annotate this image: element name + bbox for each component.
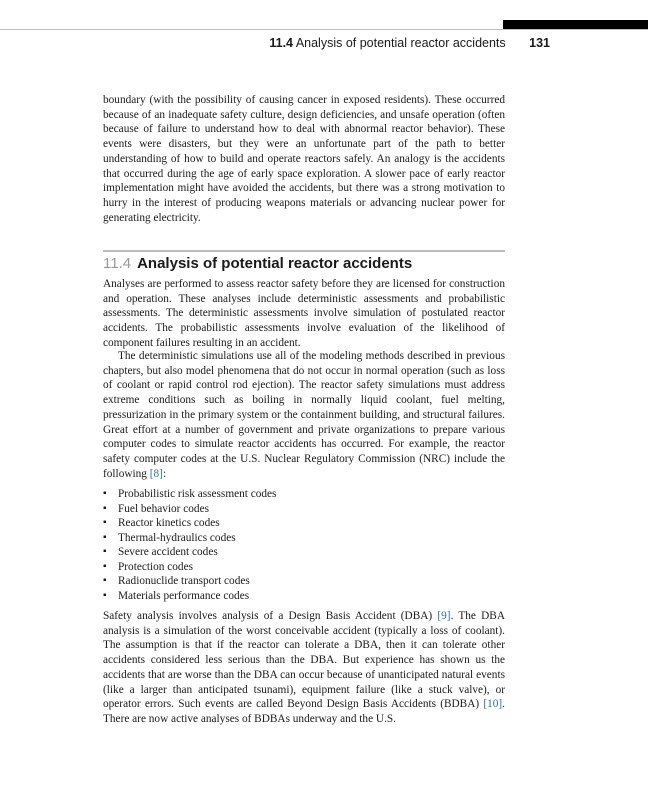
section-heading-number: 11.4 xyxy=(103,255,132,272)
intro-paragraph: boundary (with the possibility of causing cancer in exposed residents). These occurred because of an inadequate safety culture, design deficiencies, and unsafe operation (often because of failure to understand how to deal with abnormal reactor behavior). These events were disasters, but they were an unfortunate part of the path to better understanding of how to build and operate reactors safely. An analogy is the accidents that occurred during the age of early space exploration. A slower pace of early reactor implementation might have avoided the accidents, but there was a strong motivation to hurry in the interest of producing weapons materials or advancing nuclear power for generating electricity. xyxy=(103,94,505,224)
list-item: ▪ Protection codes xyxy=(103,560,505,575)
header-rule xyxy=(0,29,648,30)
running-head-title: Analysis of potential reactor accidents xyxy=(295,36,506,50)
list-item: ▪ Probabilistic risk assessment codes xyxy=(103,487,505,502)
section-rule xyxy=(103,250,505,252)
list-item: ▪ Reactor kinetics codes xyxy=(103,516,505,531)
paragraph-analyses: Analyses are performed to assess reactor safety before they are licensed for construction and operation. These analyses include deterministic assessments and probabilistic assessments. The deterministic assessments involve simulation of postulated reactor accidents. The probabilistic assessments involve evaluation of the likelihood of component failures resulting in an accident. xyxy=(103,278,505,349)
list-item: ▪ Materials performance codes xyxy=(103,589,505,604)
citation-link-10[interactable]: [10] xyxy=(483,698,503,711)
list-item: ▪ Radionuclide transport codes xyxy=(103,574,505,589)
list-item: ▪ Severe accident codes xyxy=(103,545,505,560)
paragraph-safety-part3: . There are now active analyses of BDBAs underway and the U.S. xyxy=(103,698,505,725)
paragraph-safety-analysis xyxy=(103,609,505,727)
page-number: 131 xyxy=(529,36,550,50)
paragraph-safety-part2: . The DBA analysis is a simulation of the worst conceivable accident (typically a loss of coolant). The assumption is that if the reactor can tolerate a DBA, then it can tolerate other accidents considered less serious than the DBA. But experience has shown us the accidents that are worse than the DBA can occur because of unanticipated natural events (like a larger than anticipated tsunami), equipment failure (like a stuck valve), or operator errors. Such events are called Beyond Design Basis Accidents (BDBA) xyxy=(103,610,505,711)
citation-link-9[interactable]: [9] xyxy=(437,610,451,622)
section-heading xyxy=(103,255,412,272)
paragraph-safety-part1: Safety analysis involves analysis of a Design Basis Accident (DBA) xyxy=(103,610,438,622)
list-item: ▪ Fuel behavior codes xyxy=(103,502,505,517)
running-head-section-number: 11.4 xyxy=(269,36,294,50)
running-head xyxy=(0,36,550,50)
list-item: ▪ Thermal-hydraulics codes xyxy=(103,531,505,546)
paragraph-deterministic-text: The deterministic simulations use all of the modeling methods described in previous chapters, but also model phenomena that do not occur in normal operation (such as loss of coolant or rapid control rod ejection). The reactor safety simulations must address extreme conditions such as boiling in normally liquid coolant, fuel melting, pressurization in the primary system or the containment building, and structural failures. Great effort at a number of government and private organizations to prepare various computer codes to simulate reactor accidents has occurred. For example, the reactor safety computer codes at the U.S. Nuclear Regulatory Commission (NRC) include the following xyxy=(103,350,505,480)
paragraph-deterministic-tail: : xyxy=(162,467,167,480)
paragraph-deterministic xyxy=(103,349,505,481)
citation-link-8[interactable]: [8] xyxy=(149,467,163,480)
section-heading-title: Analysis of potential reactor accidents xyxy=(137,255,413,272)
code-list xyxy=(103,487,505,603)
